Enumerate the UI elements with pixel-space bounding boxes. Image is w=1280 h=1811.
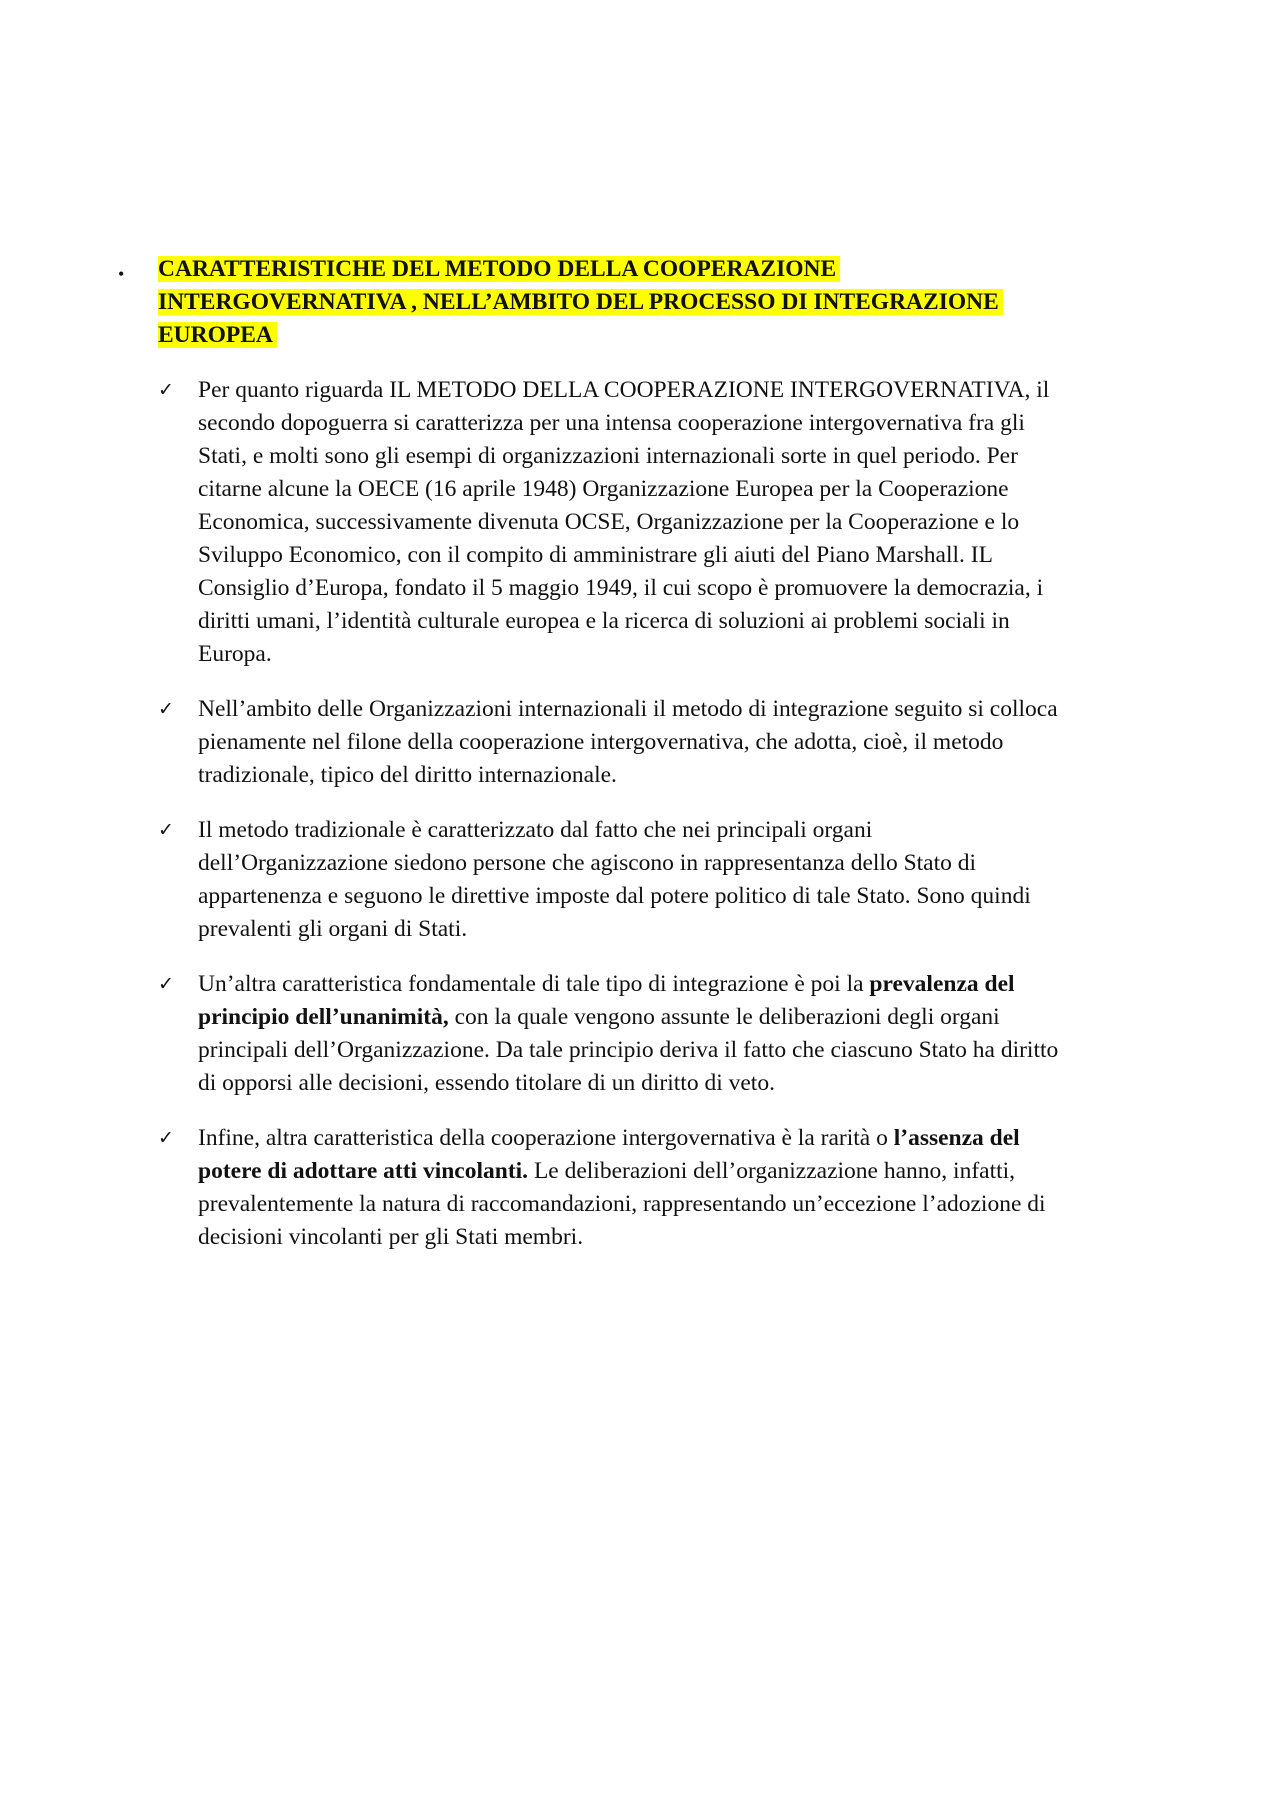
text-line: pienamente nel filone della cooperazione intergovernativa, che adotta, cioè, il metodo <box>198 729 1004 755</box>
list-item <box>158 374 1158 671</box>
text-segment: Infine, altra caratteristica della cooperazione intergovernativa è la rarità o <box>198 1125 894 1151</box>
text-line: prevalentemente la natura di raccomandazioni, rappresentando un’eccezione l’adozione di <box>198 1191 1046 1217</box>
bullet-icon: • <box>118 264 125 284</box>
list-item <box>158 1122 1158 1254</box>
text-line: Economica, successivamente divenuta OCSE, Organizzazione per la Cooperazione e lo <box>198 509 1020 535</box>
text-line: decisioni vincolanti per gli Stati membri. <box>198 1224 584 1250</box>
text-line: Nell’ambito delle Organizzazioni internazionali il metodo di integrazione seguito si colloca <box>198 696 1058 722</box>
checkmark-icon: ✓ <box>158 698 174 720</box>
text-line: appartenenza e seguono le direttive imposte dal potere politico di tale Stato. Sono quindi <box>198 883 1031 909</box>
list-item-text <box>198 693 1158 792</box>
list-item-text <box>198 1122 1158 1254</box>
bold-text-segment: potere di adottare atti vincolanti. <box>198 1158 529 1184</box>
heading-text <box>158 253 1118 352</box>
text-line: prevalenti gli organi di Stati. <box>198 916 468 942</box>
checkmark-icon: ✓ <box>158 1127 174 1149</box>
heading-line-3: EUROPEA <box>158 322 277 348</box>
text-line: Il metodo tradizionale è caratterizzato dal fatto che nei principali organi <box>198 817 873 843</box>
text-line: dell’Organizzazione siedono persone che agiscono in rappresentanza dello Stato di <box>198 850 977 876</box>
text-segment: con la quale vengono assunte le deliberazioni degli organi <box>448 1004 1000 1030</box>
text-segment: Un’altra caratteristica fondamentale di tale tipo di integrazione è poi la <box>198 971 870 997</box>
list-item-text <box>198 374 1158 671</box>
text-line: Europa. <box>198 641 272 667</box>
text-line: principali dell’Organizzazione. Da tale principio deriva il fatto che ciascuno Stato ha diritto <box>198 1037 1059 1063</box>
list-item <box>158 693 1158 792</box>
checkmark-icon: ✓ <box>158 379 174 401</box>
list-item-text <box>198 814 1158 946</box>
list-item-text <box>198 968 1158 1100</box>
checklist <box>158 374 1158 1276</box>
text-segment: Le deliberazioni dell’organizzazione hanno, infatti, <box>528 1158 1016 1184</box>
bold-text-segment: l’assenza del <box>893 1125 1020 1151</box>
text-line: Consiglio d’Europa, fondato il 5 maggio 1949, il cui scopo è promuovere la democrazia, i <box>198 575 1044 601</box>
bold-text-segment: prevalenza del <box>869 971 1015 997</box>
bold-text-segment: principio dell’unanimità, <box>198 1004 449 1030</box>
text-line: citarne alcune la OECE (16 aprile 1948) Organizzazione Europea per la Cooperazione <box>198 476 1009 502</box>
list-item <box>158 814 1158 946</box>
text-line: di opporsi alle decisioni, essendo titolare di un diritto di veto. <box>198 1070 775 1096</box>
text-line: Per quanto riguarda IL METODO DELLA COOPERAZIONE INTERGOVERNATIVA, il <box>198 377 1050 403</box>
text-line: secondo dopoguerra si caratterizza per una intensa cooperazione intergovernativa fra gli <box>198 410 1025 436</box>
heading-line-1: CARATTERISTICHE DEL METODO DELLA COOPERAZIONE <box>158 256 840 282</box>
checkmark-icon: ✓ <box>158 819 174 841</box>
list-item <box>158 968 1158 1100</box>
text-line: diritti umani, l’identità culturale europea e la ricerca di soluzioni ai problemi sociali in <box>198 608 1010 634</box>
heading-line-2: INTERGOVERNATIVA , NELL’AMBITO DEL PROCESSO DI INTEGRAZIONE <box>158 289 1003 315</box>
text-line: tradizionale, tipico del diritto internazionale. <box>198 762 617 788</box>
text-line: Sviluppo Economico, con il compito di amministrare gli aiuti del Piano Marshall. IL <box>198 542 993 568</box>
checkmark-icon: ✓ <box>158 973 174 995</box>
text-line: Stati, e molti sono gli esempi di organizzazioni internazionali sorte in quel periodo. Per <box>198 443 1018 469</box>
